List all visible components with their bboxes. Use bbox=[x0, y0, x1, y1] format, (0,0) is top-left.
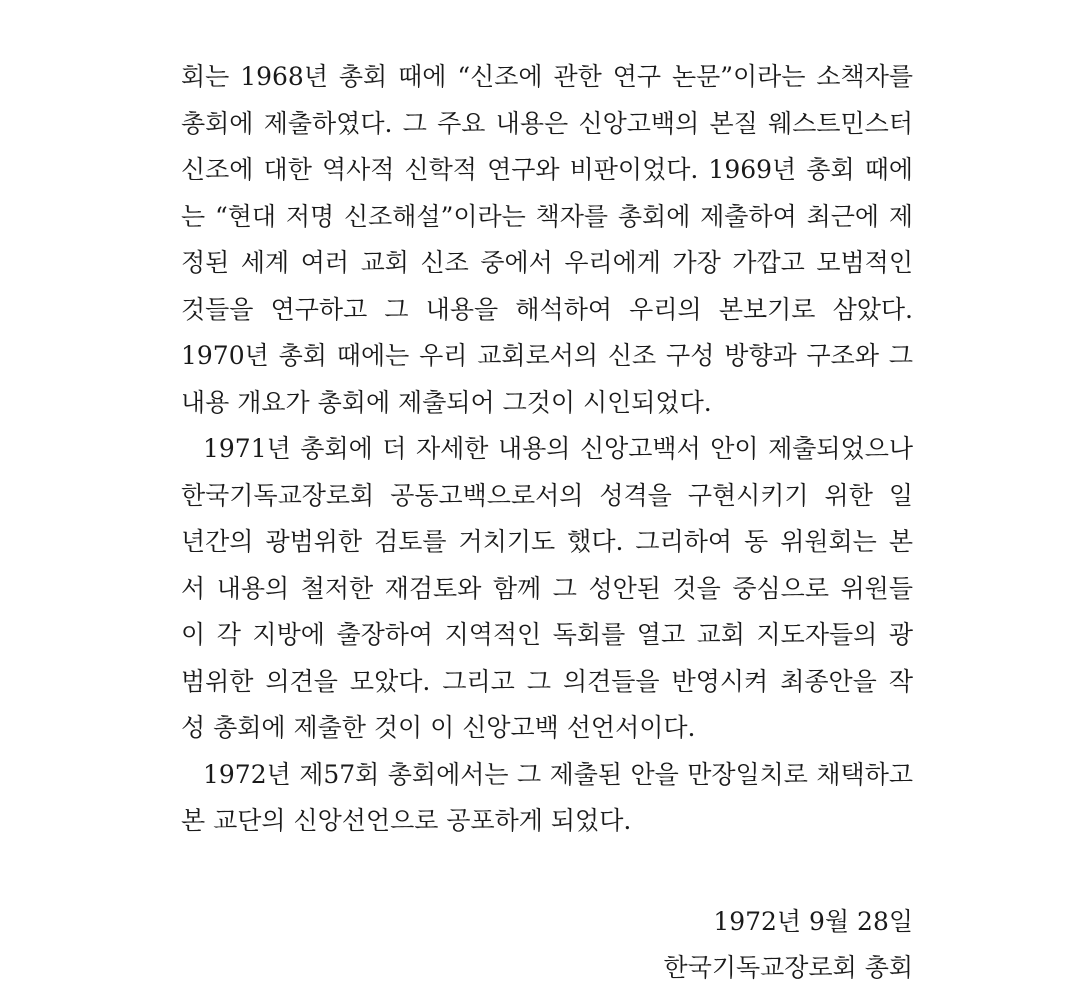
text-line: 신조에 대한 역사적 신학적 연구와 비판이었다. 1969년 총회 때에 bbox=[181, 155, 913, 184]
text-line: 서 내용의 철저한 재검토와 함께 그 성안된 것을 중심으로 위원들 bbox=[181, 573, 913, 603]
text-line: 년간의 광범위한 검토를 거치기도 했다. 그리하여 동 위원회는 본 bbox=[181, 527, 913, 556]
text-line: 회는 1968년 총회 때에 “신조에 관한 연구 논문”이라는 소책자를 bbox=[181, 62, 913, 91]
document-page bbox=[181, 54, 913, 992]
signoff-date: 1972년 9월 28일 bbox=[713, 906, 913, 936]
paragraph-history-1971 bbox=[181, 426, 913, 752]
text-line: 범위한 의견을 모았다. 그리고 그 의견들을 반영시켜 최종안을 작 bbox=[181, 666, 913, 696]
text-line: 한국기독교장로회 공동고백으로서의 성격을 구현시키기 위한 일 bbox=[181, 480, 913, 510]
text-line: 1972년 제57회 총회에서는 그 제출된 안을 만장일치로 채택하고 bbox=[203, 759, 913, 789]
text-line: 내용 개요가 총회에 제출되어 그것이 시인되었다. bbox=[181, 387, 712, 417]
text-line: 성 총회에 제출한 것이 이 신앙고백 선언서이다. bbox=[181, 713, 696, 742]
text-line: 는 “현대 저명 신조해설”이라는 책자를 총회에 제출하여 최근에 제 bbox=[181, 201, 913, 231]
paragraph-history-1968-1970 bbox=[181, 54, 913, 426]
text-line: 이 각 지방에 출장하여 지역적인 독회를 열고 교회 지도자들의 광 bbox=[181, 620, 913, 649]
paragraph-history-1972 bbox=[181, 752, 913, 845]
text-line: 1970년 총회 때에는 우리 교회로서의 신조 구성 방향과 구조와 그 bbox=[181, 341, 913, 370]
signoff-spacer bbox=[181, 845, 913, 899]
text-line: 1971년 총회에 더 자세한 내용의 신앙고백서 안이 제출되었으나 bbox=[203, 434, 913, 463]
text-line: 총회에 제출하였다. 그 주요 내용은 신앙고백의 본질 웨스트민스터 bbox=[181, 108, 913, 138]
text-line: 본 교단의 신앙선언으로 공포하게 되었다. bbox=[181, 806, 632, 835]
signoff-author: 한국기독교장로회 총회 bbox=[663, 953, 913, 982]
text-line: 것들을 연구하고 그 내용을 해석하여 우리의 본보기로 삼았다. bbox=[181, 294, 913, 324]
text-line: 정된 세계 여러 교회 신조 중에서 우리에게 가장 가깝고 모범적인 bbox=[181, 248, 913, 277]
